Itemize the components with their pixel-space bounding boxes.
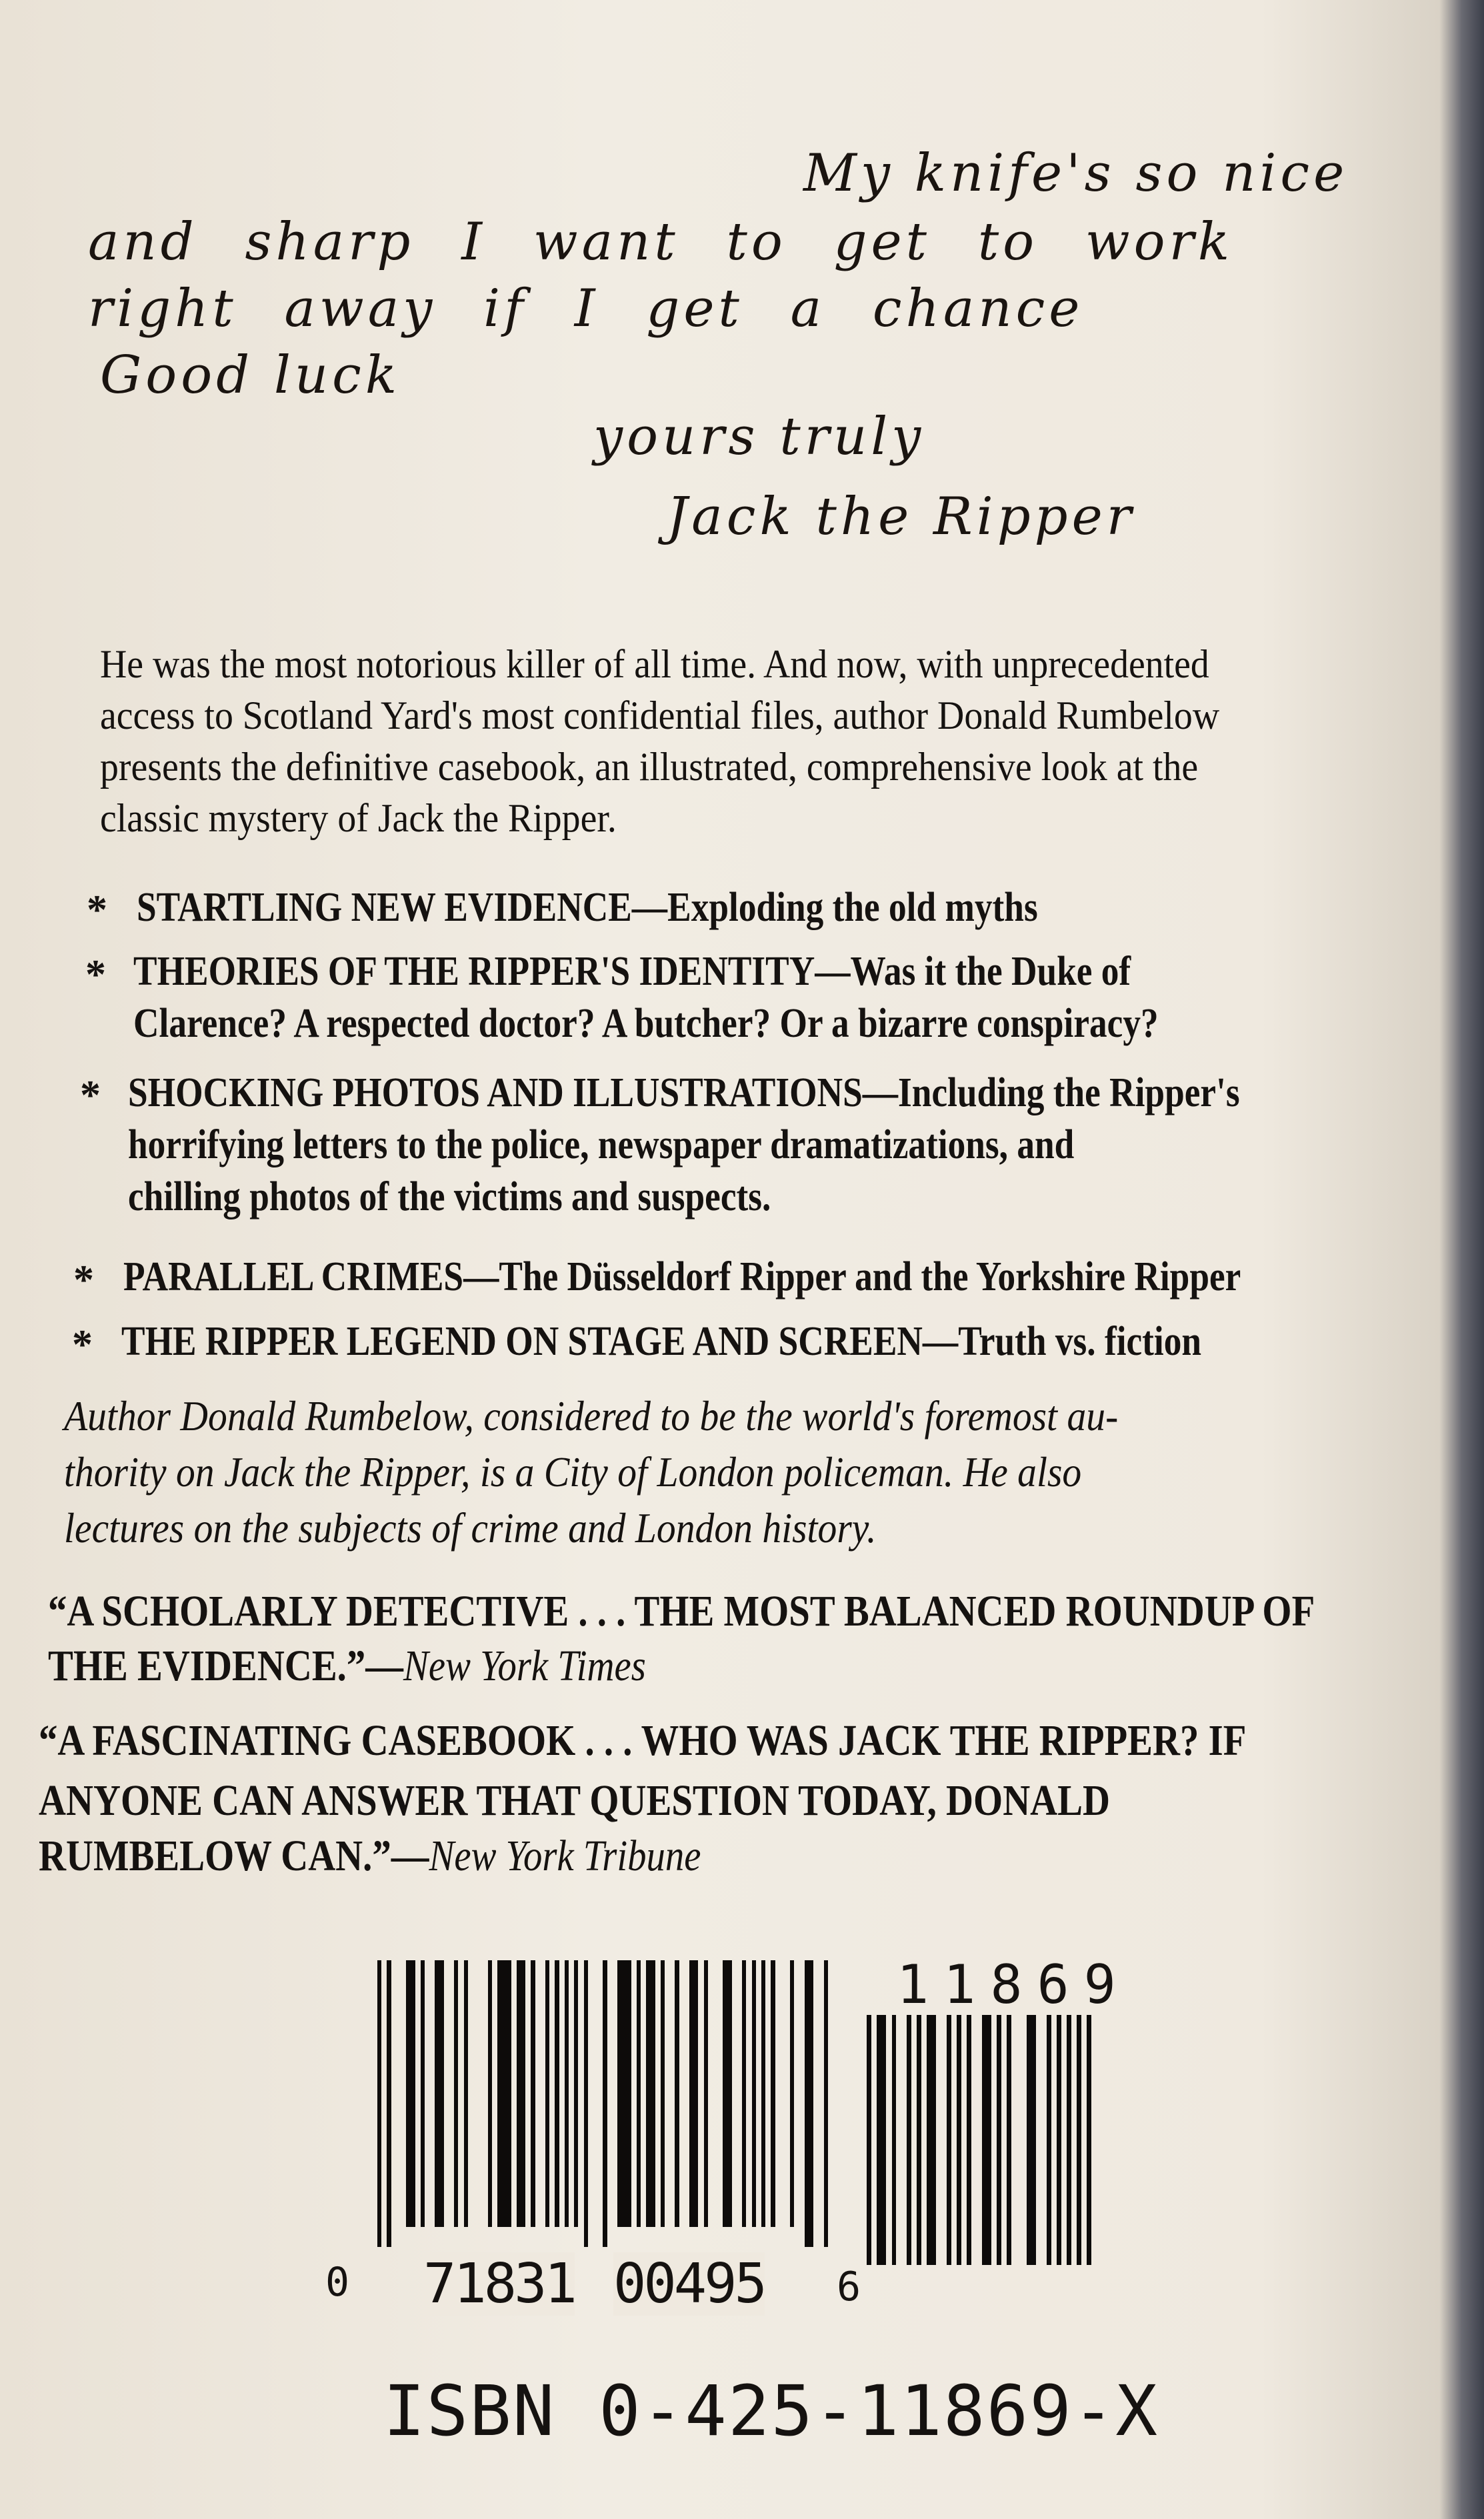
barcode-bar (723, 1960, 731, 2227)
barcode-bar (1027, 2015, 1036, 2265)
review-quote (39, 1711, 1246, 1882)
barcode-bar (454, 1960, 458, 2227)
feature-line: SHOCKING PHOTOS AND ILLUSTRATIONS—Including the Ripper's (128, 1070, 1240, 1115)
barcode-bar (545, 1960, 549, 2227)
author-bio (64, 1388, 1118, 1556)
barcode-bar (387, 1960, 391, 2247)
barcode-bar (488, 1960, 492, 2227)
bullet-asterisk: * (87, 887, 107, 933)
barcode-bar (565, 1960, 569, 2227)
barcode-bar (867, 2015, 871, 2265)
quote-source: New York Times (403, 1642, 646, 1690)
feature-line: chilling photos of the victims and suspects. (128, 1174, 771, 1219)
barcode-bar (704, 1960, 708, 2227)
letter-line: and sharp I want to get to work (88, 212, 1234, 272)
description-line: classic mystery of Jack the Ripper. (100, 796, 617, 840)
upc-barcode (377, 1960, 837, 2274)
barcode-left-digits: 71831 (423, 2252, 575, 2316)
barcode-bar (917, 2015, 921, 2265)
feature-item (128, 1067, 1240, 1223)
barcode-bar (1077, 2015, 1081, 2265)
barcode-bar (997, 2015, 1001, 2265)
barcode-bar (927, 2015, 936, 2265)
barcode-bar (406, 1960, 415, 2227)
barcode-bar (957, 2015, 961, 2265)
quote-line: “A SCHOLARLY DETECTIVE . . . THE MOST BALANCED ROUNDUP OF (48, 1587, 1315, 1636)
barcode-bar (377, 1960, 381, 2247)
letter-signature: Jack the Ripper (667, 487, 1136, 547)
barcode-bar (805, 1960, 813, 2247)
barcode-bar (1057, 2015, 1061, 2265)
barcode-bar (824, 1960, 828, 2247)
quote-line: THE EVIDENCE.”— (48, 1642, 404, 1690)
barcode-bar (435, 1960, 443, 2227)
feature-line: Clarence? A respected doctor? A butcher? Or a bizarre conspiracy? (133, 1001, 1159, 1046)
barcode-bar (982, 2015, 991, 2265)
barcode-bar (617, 1960, 631, 2227)
feature-item (133, 945, 1159, 1049)
barcode-bar (1047, 2015, 1051, 2265)
description-line: He was the most notorious killer of all time. And now, with unprecedented (100, 642, 1209, 686)
barcode-bar (574, 1960, 578, 2227)
barcode-bar (584, 1960, 588, 2247)
letter-line: Good luck (100, 345, 401, 405)
barcode-bar (689, 1960, 698, 2227)
addon-digits: 11869 (897, 1954, 1131, 2016)
barcode-bar (752, 1960, 756, 2227)
description-line: access to Scotland Yard's most confidential files, author Donald Rumbelow (100, 693, 1220, 737)
addon-barcode (867, 2015, 1100, 2265)
barcode-bar (790, 1960, 794, 2227)
barcode-bar (531, 1960, 535, 2227)
feature-line: horrifying letters to the police, newspaper dramatizations, and (128, 1122, 1075, 1167)
quote-line: ANYONE CAN ANSWER THAT QUESTION TODAY, DONALD (39, 1776, 1111, 1825)
letter-line: My knife's so nice (803, 143, 1349, 203)
barcode-bar (675, 1960, 679, 2227)
barcode-bar (517, 1960, 525, 2227)
feature-line: THE RIPPER LEGEND ON STAGE AND SCREEN—Truth vs. fiction (121, 1319, 1202, 1364)
barcode-bar (742, 1960, 746, 2227)
description-line: presents the definitive casebook, an illustrated, comprehensive look at the (100, 745, 1199, 789)
bullet-asterisk: * (73, 1257, 94, 1303)
barcode-bar (555, 1960, 559, 2227)
bullet-asterisk: * (72, 1322, 93, 1368)
barcode-bar (1067, 2015, 1071, 2265)
author-bio-line: Author Donald Rumbelow, considered to be the world's foremost au- (64, 1392, 1119, 1440)
barcode-bar (907, 2015, 911, 2265)
feature-item (123, 1251, 1241, 1303)
barcode-bar (967, 2015, 971, 2265)
barcode-bar (947, 2015, 951, 2265)
feature-item (137, 881, 1038, 933)
barcode-bar (421, 1960, 425, 2227)
bullet-asterisk: * (80, 1073, 101, 1118)
feature-line: STARTLING NEW EVIDENCE—Exploding the old myths (137, 885, 1038, 930)
letter-closing: yours truly (593, 407, 925, 467)
feature-line: PARALLEL CRIMES—The Düsseldorf Ripper and the Yorkshire Ripper (123, 1254, 1241, 1300)
barcode-lead-digit: 0 (325, 2259, 350, 2306)
barcode-bar (497, 1960, 511, 2227)
quote-line: RUMBELOW CAN.”— (39, 1832, 429, 1880)
barcode-bar (1007, 2015, 1011, 2265)
review-quote (48, 1584, 1315, 1694)
barcode-bar (637, 1960, 641, 2227)
barcode-check-digit: 6 (837, 2264, 861, 2310)
isbn-text: ISBN 0-425-11869-X (383, 2370, 1159, 2452)
author-bio-line: lectures on the subjects of crime and London history. (64, 1504, 877, 1552)
barcode-bar (761, 1960, 765, 2227)
bullet-asterisk: * (85, 952, 106, 997)
barcode-bar (1087, 2015, 1091, 2265)
barcode-bar (603, 1960, 607, 2247)
letter-line: right away if I get a chance (88, 279, 1084, 339)
barcode-bar (661, 1960, 665, 2227)
quote-line: “A FASCINATING CASEBOOK . . . WHO WAS JACK THE RIPPER? IF (39, 1716, 1247, 1765)
barcode-bar (464, 1960, 468, 2227)
feature-line: THEORIES OF THE RIPPER'S IDENTITY—Was it the Duke of (133, 949, 1131, 994)
barcode-bar (892, 2015, 897, 2265)
barcode-bar (646, 1960, 655, 2227)
feature-item (121, 1316, 1201, 1368)
barcode-bar (877, 2015, 886, 2265)
quote-source: New York Tribune (429, 1832, 701, 1880)
barcode-right-digits: 00495 (613, 2252, 765, 2316)
description (100, 639, 1219, 844)
barcode-bar (771, 1960, 775, 2227)
author-bio-line: thority on Jack the Ripper, is a City of London policeman. He also (64, 1448, 1082, 1496)
